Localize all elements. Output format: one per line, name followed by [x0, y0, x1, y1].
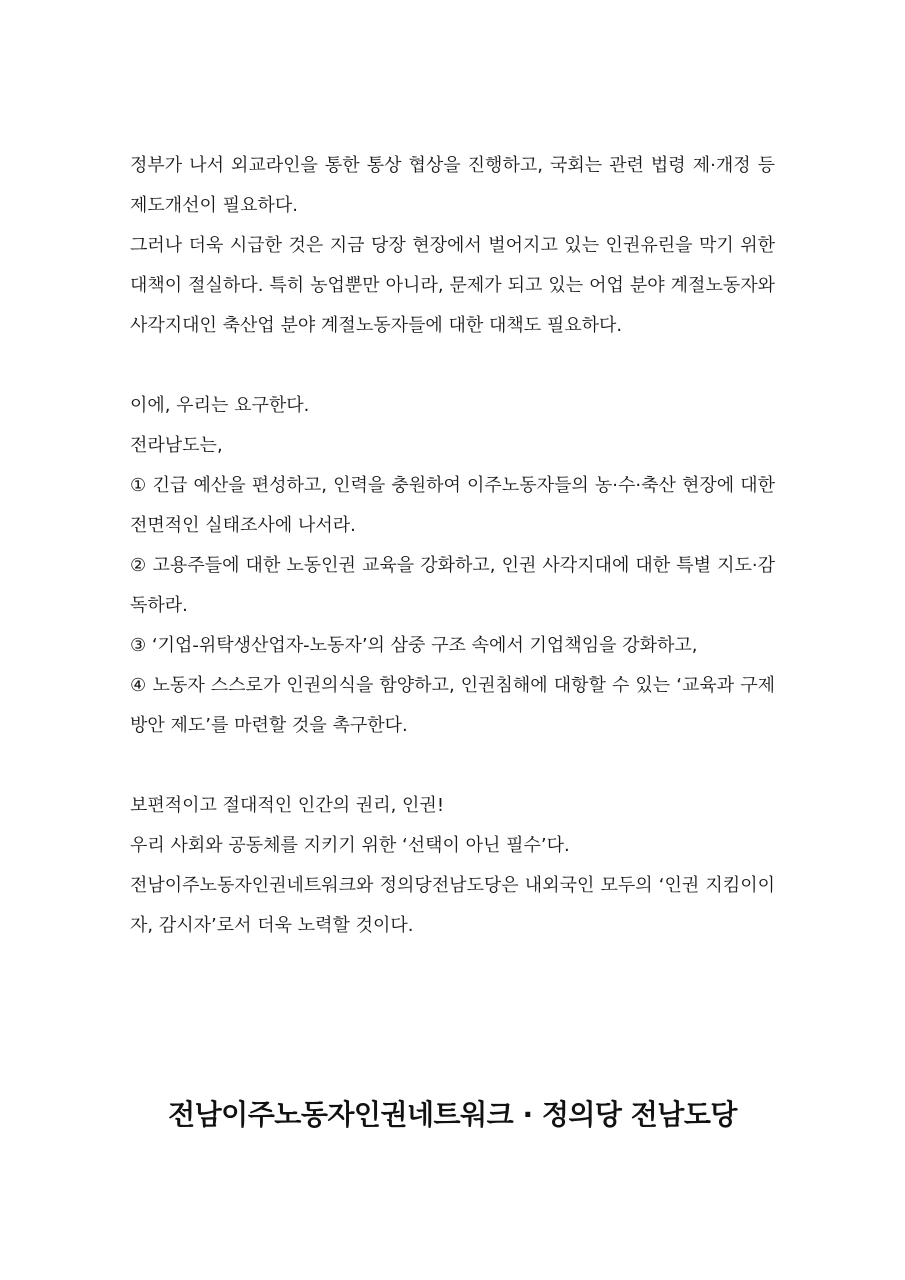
paragraph-spacer	[130, 746, 775, 786]
closing-line-2: 우리 사회와 공동체를 지키기 위한 ‘선택이 아닌 필수’다.	[130, 835, 570, 856]
demands-intro: 이에, 우리는 요구한다.	[130, 395, 310, 416]
closing-line-1: 보편적이고 절대적인 인간의 권리, 인권!	[130, 795, 445, 816]
statement-body	[130, 146, 775, 946]
closing-line-3: 전남이주노동자인권네트워크와 정의당전남도당은 내외국인 모두의 ‘인권 지킴이이자, 감시자’로서 더욱 노력할 것이다.	[130, 875, 775, 936]
paragraph-spacer	[130, 346, 775, 386]
demand-item-3: ③ ‘기업-위탁생산업자-노동자’의 삼중 구조 속에서 기업책임을 강화하고,	[130, 635, 698, 656]
paragraph-trade-negotiation: 정부가 나서 외교라인을 통한 통상 협상을 진행하고, 국회는 관련 법령 제·개정 등 제도개선이 필요하다.	[130, 155, 775, 216]
demand-item-4: ④ 노동자 스스로가 인권의식을 함양하고, 인권침해에 대항할 수 있는 ‘교육과 구제방안 제도’를 마련할 것을 촉구한다.	[130, 675, 775, 736]
signature-organizations: 전남이주노동자인권네트워크 · 정의당 전남도당	[168, 1098, 737, 1131]
demand-item-2: ② 고용주들에 대한 노동인권 교육을 강화하고, 인권 사각지대에 대한 특별 지도·감독하라.	[130, 555, 775, 616]
demands-target: 전라남도는,	[130, 435, 223, 456]
demand-item-1: ① 긴급 예산을 편성하고, 인력을 충원하여 이주노동자들의 농·수·축산 현장에 대한 전면적인 실태조사에 나서라.	[130, 475, 775, 536]
paragraph-urgent-measures: 그러나 더욱 시급한 것은 지금 당장 현장에서 벌어지고 있는 인권유린을 막기 위한 대책이 절실하다. 특히 농업뿐만 아니라, 문제가 되고 있는 어업 분야 계절노동자와 사각지대인 축산업 분야 계절노동자들에 대한 대책도 필요하다.	[130, 235, 775, 336]
